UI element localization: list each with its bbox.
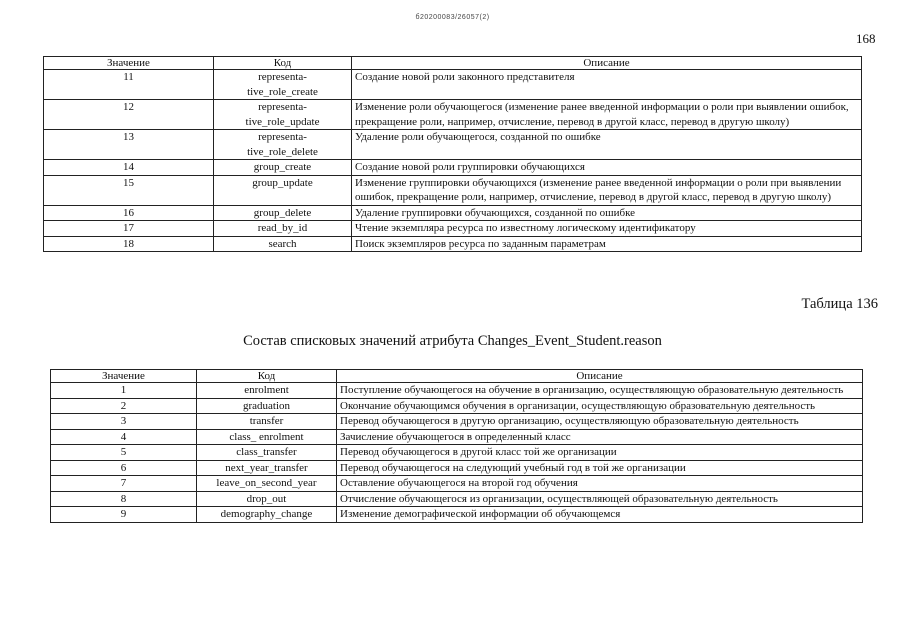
header-code: Код <box>197 370 337 383</box>
row-description: Создание новой роли законного представителя <box>352 70 862 100</box>
table-row <box>44 221 862 237</box>
row-description: Удаление роли обучающегося, созданной по ошибке <box>352 130 862 160</box>
table-row <box>51 429 863 445</box>
row-code <box>197 491 337 507</box>
row-description: Поиск экземпляров ресурса по заданным параметрам <box>352 236 862 252</box>
row-description: Создание новой роли группировки обучающихся <box>352 160 862 176</box>
table-row <box>51 491 863 507</box>
row-code-line: tive_role_update <box>245 115 320 128</box>
row-code-line: tive_role_create <box>247 85 318 98</box>
row-value: 16 <box>44 205 214 221</box>
table-header-row <box>51 370 863 383</box>
row-value: 7 <box>51 476 197 492</box>
row-code-line: graduation <box>242 399 291 412</box>
table-caption-number: Таблица 136 <box>801 296 878 312</box>
document-id: б20200083/26057(2) <box>415 14 490 21</box>
row-code <box>214 100 352 130</box>
page-number: 168 <box>856 31 876 46</box>
row-value: 14 <box>44 160 214 176</box>
row-code <box>214 70 352 100</box>
row-code <box>197 476 337 492</box>
row-code-line: representa- <box>258 131 307 143</box>
row-code-line: drop_out <box>246 492 287 505</box>
table-row <box>51 476 863 492</box>
row-code <box>197 507 337 523</box>
row-value: 15 <box>44 175 214 205</box>
row-description: Зачисление обучающегося в определенный класс <box>337 429 863 445</box>
row-value: 3 <box>51 414 197 430</box>
reason-values-table <box>50 369 863 523</box>
table-row <box>51 507 863 523</box>
table-row <box>51 445 863 461</box>
row-description: Перевод обучающегося в другую организацию, осуществляющую образовательную деятельность <box>337 414 863 430</box>
row-value: 4 <box>51 429 197 445</box>
table-row <box>44 236 862 252</box>
row-code-line: enrolment <box>244 384 289 396</box>
row-description: Окончание обучающимся обучения в организации, осуществляющую образовательную деятельность <box>337 398 863 414</box>
row-code <box>197 460 337 476</box>
row-code-line: representa- <box>258 71 307 83</box>
row-code <box>214 205 352 221</box>
row-code-line: transfer <box>249 415 284 427</box>
row-description: Изменение демографической информации об обучающемся <box>337 507 863 523</box>
table-row <box>51 460 863 476</box>
table-row <box>51 398 863 414</box>
row-value: 8 <box>51 491 197 507</box>
row-code-line: class_ enrolment <box>229 430 304 443</box>
table-row <box>51 414 863 430</box>
row-code-line: tive_role_delete <box>247 145 318 158</box>
table-row <box>44 205 862 221</box>
row-description: Перевод обучающегося на следующий учебный год в той же организации <box>337 460 863 476</box>
row-code-line: group_delete <box>253 206 312 219</box>
row-code-line: search <box>268 237 297 250</box>
row-code <box>197 398 337 414</box>
row-description: Поступление обучающегося на обучение в организацию, осуществляющую образовательную деятельность <box>337 383 863 399</box>
row-code-line: read_by_id <box>257 222 308 234</box>
row-description: Оставление обучающегося на второй год обучения <box>337 476 863 492</box>
row-description: Удаление группировки обучающихся, созданной по ошибке <box>352 205 862 221</box>
row-value: 1 <box>51 383 197 399</box>
row-code <box>214 175 352 205</box>
row-code-line: class_transfer <box>236 446 297 458</box>
row-code <box>214 160 352 176</box>
row-code <box>214 221 352 237</box>
row-code-line: group_update <box>252 176 313 189</box>
row-code <box>214 236 352 252</box>
table-row <box>44 160 862 176</box>
operations-table-body <box>44 70 862 252</box>
header-value: Значение <box>44 57 214 70</box>
row-code <box>197 414 337 430</box>
table-row <box>44 175 862 205</box>
table-caption-title: Состав списковых значений атрибута Changes_Event_Student.reason <box>243 333 662 349</box>
table-row <box>44 70 862 100</box>
row-value: 13 <box>44 130 214 160</box>
row-description: Изменение роли обучающегося (изменение ранее введенной информации о роли при выявлении ошибок, прекращение роли, например, отчисление, перевод в другой класс, перевод в другую школу) <box>352 100 862 130</box>
row-code-line: demography_change <box>220 508 313 520</box>
table-row <box>51 383 863 399</box>
row-description: Изменение группировки обучающихся (изменение ранее введенной информации о роли при выявлении ошибок, прекращение роли, например, отчисление, перевод в другой класс, перевод в другую школу) <box>352 175 862 205</box>
row-code <box>197 383 337 399</box>
row-value: 6 <box>51 460 197 476</box>
header-code: Код <box>214 57 352 70</box>
table-header-row <box>44 57 862 70</box>
row-description: Отчисление обучающегося из организации, осуществляющей образовательную деятельность <box>337 491 863 507</box>
row-value: 12 <box>44 100 214 130</box>
row-code <box>214 130 352 160</box>
row-value: 5 <box>51 445 197 461</box>
header-description: Описание <box>352 57 862 70</box>
row-value: 18 <box>44 236 214 252</box>
row-code-line: group_create <box>253 161 312 173</box>
row-code-line: next_year_transfer <box>225 461 308 474</box>
row-code-line: representa- <box>258 101 307 113</box>
table-row <box>44 130 862 160</box>
row-code-line: leave_on_second_year <box>216 477 317 489</box>
operations-table <box>43 56 862 252</box>
reason-values-table-body <box>51 383 863 523</box>
header-value: Значение <box>51 370 197 383</box>
header-description: Описание <box>337 370 863 383</box>
row-value: 2 <box>51 398 197 414</box>
row-value: 9 <box>51 507 197 523</box>
row-description: Перевод обучающегося в другой класс той же организации <box>337 445 863 461</box>
row-description: Чтение экземпляра ресурса по известному логическому идентификатору <box>352 221 862 237</box>
row-value: 11 <box>44 70 214 100</box>
table-row <box>44 100 862 130</box>
row-value: 17 <box>44 221 214 237</box>
row-code <box>197 445 337 461</box>
row-code <box>197 429 337 445</box>
